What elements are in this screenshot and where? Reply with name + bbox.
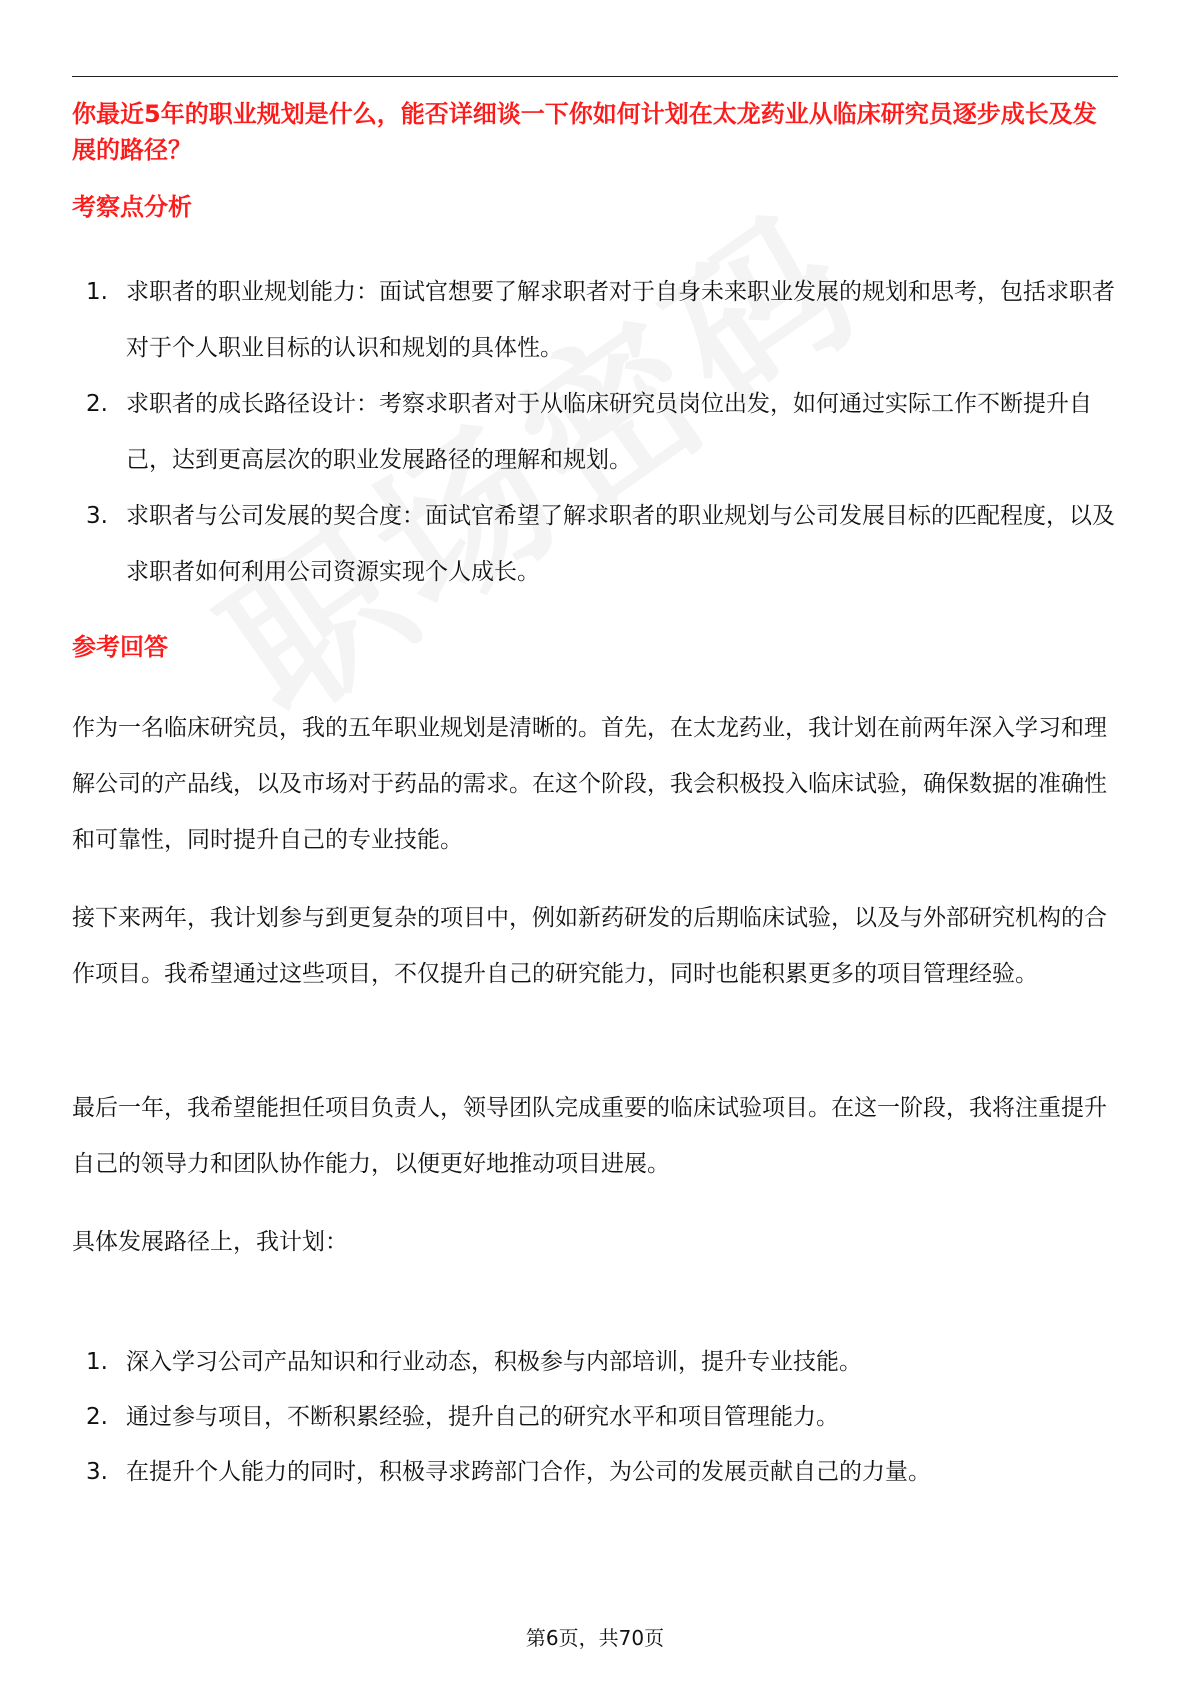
question-title: 你最近5年的职业规划是什么，能否详细谈一下你如何计划在太龙药业从临床研究员逐步成长及发展的路径？ xyxy=(72,100,1097,164)
answer-heading: 参考回答 xyxy=(72,633,168,661)
answer-paragraph: 最后一年，我希望能担任项目负责人，领导团队完成重要的临床试验项目。在这一阶段，我将注重提升自己的领导力和团队协作能力，以便更好地推动项目进展。 xyxy=(72,1095,1107,1177)
list-text: 求职者的职业规划能力：面试官想要了解求职者对于自身未来职业发展的规划和思考，包括求职者对于个人职业目标的认识和规划的具体性。 xyxy=(126,279,1115,361)
list-number: 2. xyxy=(86,391,108,417)
list-item xyxy=(72,264,1118,376)
list-item xyxy=(72,1390,1118,1445)
list-text: 在提升个人能力的同时，积极寻求跨部门合作，为公司的发展贡献自己的力量。 xyxy=(126,1459,931,1485)
list-item xyxy=(72,1445,1118,1500)
list-number: 3. xyxy=(86,503,108,529)
list-item xyxy=(72,1335,1118,1390)
list-text: 通过参与项目，不断积累经验，提升自己的研究水平和项目管理能力。 xyxy=(126,1404,839,1430)
answer-paragraph: 具体发展路径上，我计划： xyxy=(72,1229,348,1255)
list-item xyxy=(72,376,1118,488)
analysis-list xyxy=(72,264,1118,600)
list-number: 3. xyxy=(86,1459,108,1485)
analysis-heading: 考察点分析 xyxy=(72,193,192,221)
list-number: 2. xyxy=(86,1404,108,1430)
list-text: 深入学习公司产品知识和行业动态，积极参与内部培训，提升专业技能。 xyxy=(126,1349,862,1375)
answer-paragraph: 作为一名临床研究员，我的五年职业规划是清晰的。首先，在太龙药业，我计划在前两年深入学习和理解公司的产品线，以及市场对于药品的需求。在这个阶段，我会积极投入临床试验，确保数据的准确性和可靠性，同时提升自己的专业技能。 xyxy=(72,715,1107,853)
list-number: 1. xyxy=(86,1349,108,1375)
list-item xyxy=(72,488,1118,600)
header-rule xyxy=(72,76,1118,77)
page-footer: 第6页，共70页 xyxy=(525,1626,665,1650)
list-text: 求职者的成长路径设计：考察求职者对于从临床研究员岗位出发，如何通过实际工作不断提升自己，达到更高层次的职业发展路径的理解和规划。 xyxy=(126,391,1092,473)
document-page xyxy=(72,0,1118,1684)
plan-list xyxy=(72,1335,1118,1500)
list-text: 求职者与公司发展的契合度：面试官希望了解求职者的职业规划与公司发展目标的匹配程度，以及求职者如何利用公司资源实现个人成长。 xyxy=(126,503,1115,585)
list-number: 1. xyxy=(86,279,108,305)
answer-paragraph: 接下来两年，我计划参与到更复杂的项目中，例如新药研发的后期临床试验，以及与外部研究机构的合作项目。我希望通过这些项目，不仅提升自己的研究能力，同时也能积累更多的项目管理经验。 xyxy=(72,905,1107,987)
